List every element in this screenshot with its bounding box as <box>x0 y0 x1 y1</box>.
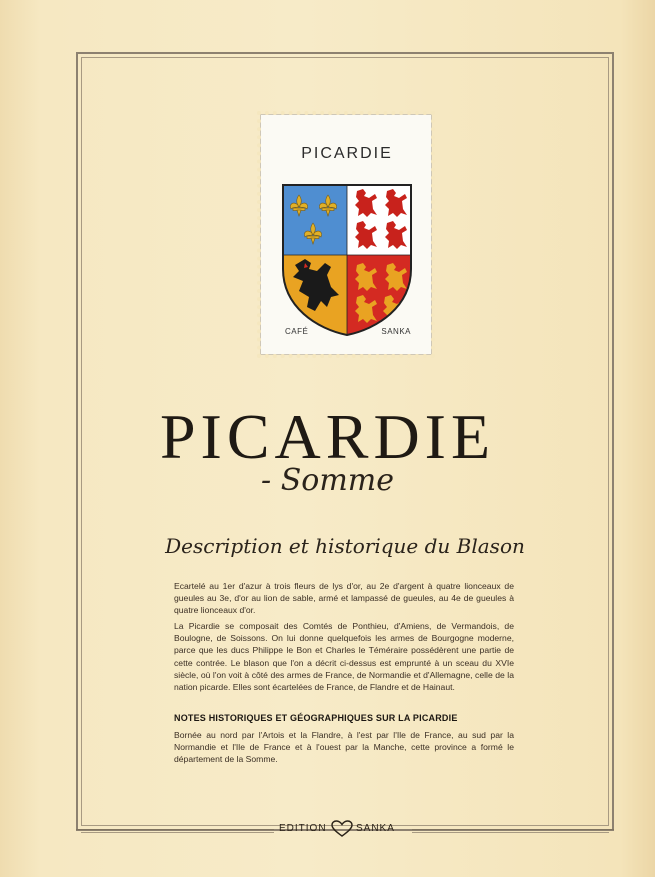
section-title: Description et historique du Blason <box>165 534 525 558</box>
page-title: PICARDIE <box>159 401 496 472</box>
geography-paragraph: Bornée au nord par l'Artois et la Flandre, à l'est par l'Ile de France, au sud par la Normandie et l'Ile de France et à l'ouest par la Manche, cette province a formé le département de la Somme. <box>174 730 514 765</box>
stamp-sanka-label: SANKA <box>381 327 411 336</box>
blazon-description: Ecartelé au 1er d'azur à trois fleurs de lys d'or, au 2e d'argent à quatre lionceaux de gueules au 3e, d'or au lion de sable, armé et lampassé de gueules, au 4e de gueules à quatre lionceaux d'or. <box>174 581 514 616</box>
heart-icon <box>331 820 353 838</box>
page-subtitle: - Somme <box>261 463 394 498</box>
history-paragraph: La Picardie se composait des Comtés de Ponthieu, d'Amiens, de Vermandois, de Boulogne, de Soissons. On lui donne quelquefois les armes de Bourgogne moderne, parce que les ducs Philippe le Bon et Charles le Téméraire possédèrent une partie de cette contrée. Le blason que l'on a décrit ci-dessus est emprunté à un sceau du XVIe siècle, où l'on voit à côté des armes de France, de Normandie et d'Allemagne, celle de la nation picarde. Elles sont écartelées de France, de Flandre et de Hainaut. <box>174 621 514 693</box>
footer-edition: EDITION <box>279 823 327 834</box>
stamp-picardie <box>260 114 432 355</box>
stamp-cafe-label: CAFÉ <box>285 327 309 336</box>
stamp-title: PICARDIE <box>301 145 393 162</box>
notes-heading: NOTES HISTORIQUES ET GÉOGRAPHIQUES SUR LA PICARDIE <box>174 713 458 723</box>
footer-rule-left-inner <box>81 832 274 833</box>
picardie-coat-of-arms-icon <box>281 183 413 337</box>
footer-rule-left <box>76 829 274 830</box>
footer-rule-right-inner <box>412 832 609 833</box>
footer-brand: SANKA <box>356 823 395 834</box>
footer-rule-right <box>412 829 614 830</box>
